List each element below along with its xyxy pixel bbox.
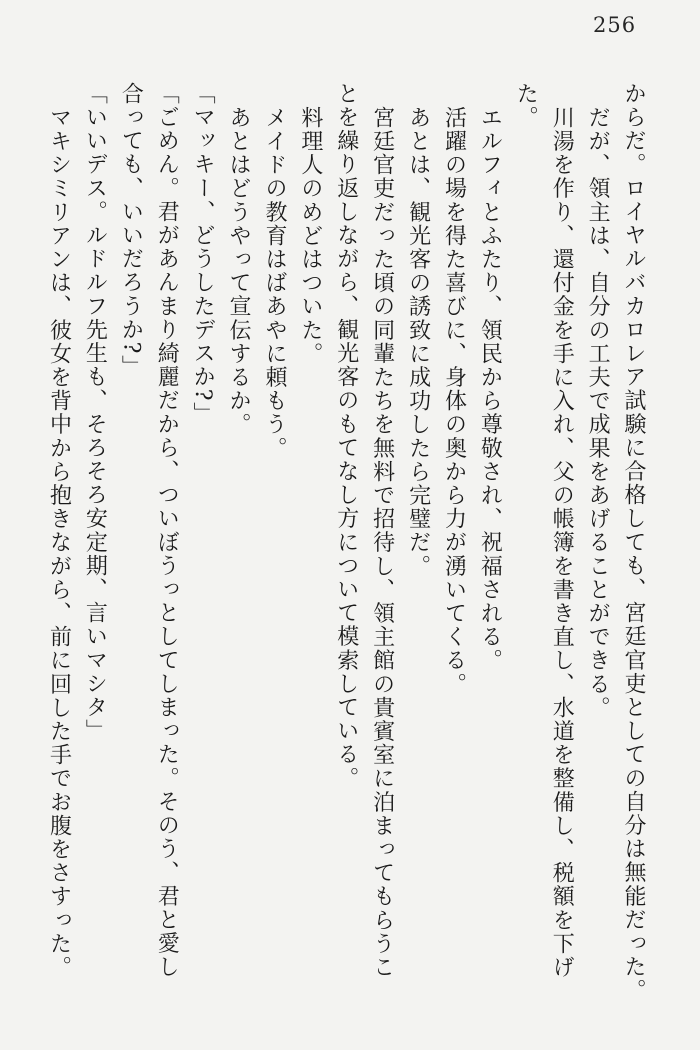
text-line: 「いいデス。ルドルフ先生も、そろそろ安定期、言いマシタ」 xyxy=(82,82,108,743)
text-line: あとは、観光客の誘致に成功したら完璧だ。 xyxy=(405,105,431,578)
text-line: 川湯を作り、還付金を手に入れ、父の帳簿を書き直し、水道を整備し、税額を下げ xyxy=(549,105,575,979)
text-line: メイドの教育はばあやに頼もう。 xyxy=(261,105,287,460)
novel-text-block xyxy=(41,82,651,1007)
text-line: 活躍の場を得た喜びに、身体の奥から力が湧いてくる。 xyxy=(441,105,467,696)
text-line: からだ。ロイヤルバカロレア試験に合格しても、宮廷官吏としての自分は無能だった。 xyxy=(621,82,646,1003)
text-line: あとはどうやって宣伝するか。 xyxy=(226,105,252,436)
text-line: エルフィとふたり、領民から尊敬され、祝福される。 xyxy=(477,105,503,672)
text-line: だが、領主は、自分の工夫で成果をあげることができる。 xyxy=(585,105,611,720)
text-line: 「ごめん。君があんまり綺麗だから、ついぼうっとしてしまった。そのう、君と愛し xyxy=(154,82,180,979)
page-number: 256 xyxy=(593,13,637,37)
text-line: 「マッキー、どうしたデスか?」 xyxy=(190,82,216,426)
text-line: マキシミリアンは、彼女を背中から抱きながら、前に回した手でお腹をさすった。 xyxy=(46,105,72,979)
text-line: 宮廷官吏だった頃の同輩たちを無料で招待し、領主館の貴賓室に泊まってもらうこ xyxy=(369,105,395,979)
text-line: 合っても、いいだろうか?」 xyxy=(118,82,144,379)
text-line: た。 xyxy=(513,82,539,130)
text-line: 料理人のめどはついた。 xyxy=(297,105,323,366)
text-line: とを繰り返しながら、観光客のもてなし方について模索している。 xyxy=(333,82,359,790)
